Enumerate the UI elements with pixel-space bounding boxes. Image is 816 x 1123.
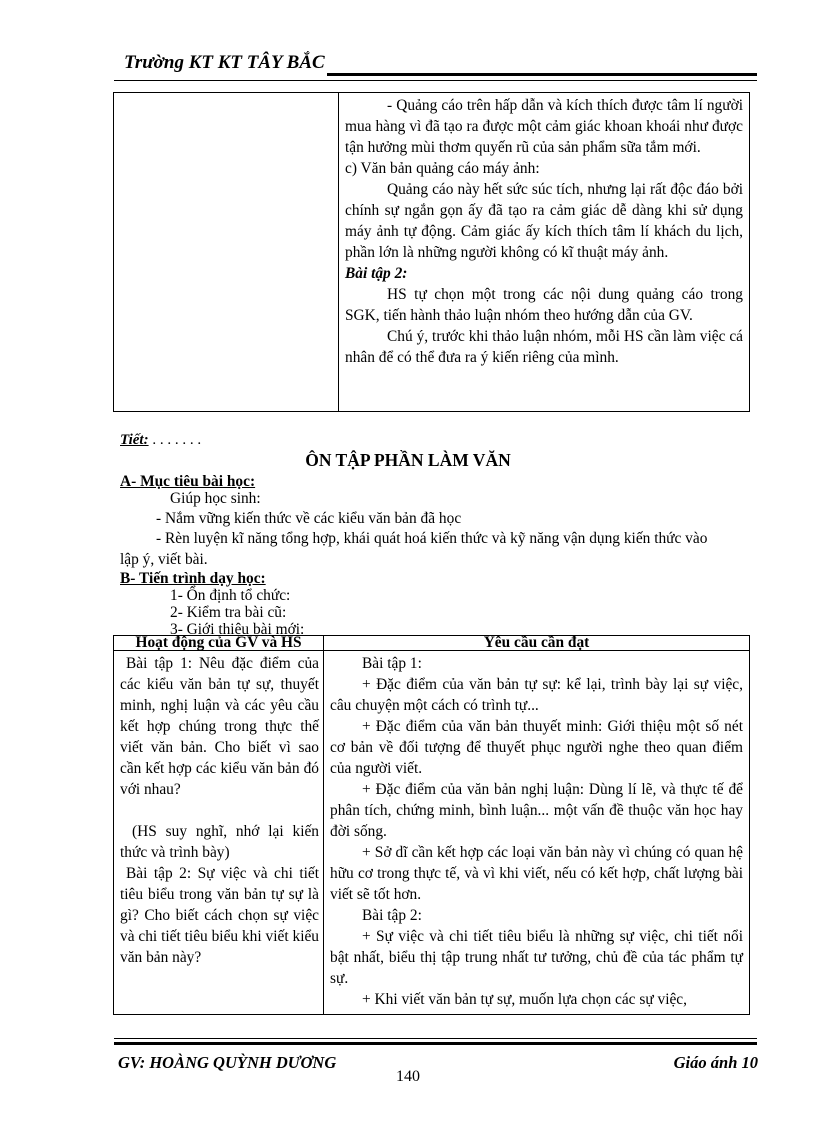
activity-paragraph: Bài tập 1: Nêu đặc điểm của các kiểu văn bản tự sự, thuyết minh, nghị luận và các yêu cầu kết hợp chúng trong thực thế viết văn bản. Cho biết vì sao cần kết hợp các kiểu văn bản đó với nhau? [120, 655, 319, 798]
lesson-period-dots: . . . . . . . [152, 432, 202, 448]
section-a-line: Giúp học sinh: [170, 490, 261, 507]
subheading: c) Văn bản quảng cáo máy ảnh: [345, 160, 540, 177]
lesson-period [120, 432, 201, 449]
requirement-paragraph: + Đặc điểm của văn bản tự sự: kể lại, trình bày lại sự việc, câu chuyện một cách có trình tự... [330, 676, 743, 714]
section-b-heading: B- Tiến trình dạy học: [120, 570, 266, 587]
requirement-paragraph: + Đặc điểm của văn bản nghị luận: Dùng lí lẽ, và thực tế để phân tích, chứng minh, bình luận... một vấn đề thuộc văn học hay đời sống. [330, 781, 743, 840]
ad-paragraph: Quảng cáo này hết sức súc tích, nhưng lại rất độc đáo bởi chính sự ngắn gọn ấy đã tạo ra cảm giác dễ dàng khi sử dụng máy ảnh tự động. Cảm giác ấy kích thích tâm lí khách du lịch, phần lớn là những người không có kĩ thuật máy ảnh. [345, 181, 743, 261]
section-a-line: lập ý, viết bài. [120, 551, 208, 568]
exercise-paragraph: Chú ý, trước khi thảo luận nhóm, mỗi HS cần làm việc cá nhân để có thể đưa ra ý kiến riêng của mình. [345, 328, 743, 366]
exercise-paragraph: HS tự chọn một trong các nội dung quảng cáo trong SGK, tiến hành thảo luận nhóm theo hướng dẫn của GV. [345, 286, 743, 324]
column-header-requirements: Yêu cầu cần đạt [324, 636, 750, 651]
exercise-heading: Bài tập 2: [345, 265, 408, 282]
continuation-left-cell [114, 93, 339, 412]
requirement-paragraph: + Sở dĩ cần kết hợp các loại văn bản này vì chúng có quan hệ hữu cơ trong thực tế, và vì khi viết, nếu có kết hợp, chất lượng bài viết sẽ tốt hơn. [330, 844, 743, 903]
requirement-paragraph: + Đặc điểm của văn bản thuyết minh: Giới thiệu một số nét cơ bản về đối tượng để thuyết phục người nghe theo quan điểm của người viết. [330, 718, 743, 777]
ad-paragraph: - Quảng cáo trên hấp dẫn và kích thích được tâm lí người mua hàng vì đã tạo ra được một cảm giác khoan khoái như được tận hưởng mùi thơm quyến rũ của sản phẩm sữa tắm mới. [345, 97, 743, 156]
requirements-cell [324, 651, 750, 1015]
section-a-line: - Rèn luyện kĩ năng tổng hợp, khái quát hoá kiến thức và kỹ năng vận dụng kiến thức vào [156, 530, 708, 547]
continuation-table [113, 92, 750, 412]
footer-rule-thin [114, 1038, 757, 1039]
requirement-heading: Bài tập 1: [362, 655, 422, 672]
column-header-activities: Hoạt động của GV và HS [114, 636, 324, 651]
teacher-name: GV: HOÀNG QUỲNH DƯƠNG [118, 1053, 337, 1072]
section-a-heading: A- Mục tiêu bài học: [120, 473, 256, 490]
header-rule-thin [114, 80, 757, 81]
activities-cell [114, 651, 324, 1015]
requirement-paragraph: + Sự việc và chi tiết tiêu biểu là những sự việc, chi tiết nổi bật nhất, biểu thị tập trung nhất tư tưởng, chủ đề của tác phẩm tự sự. [330, 928, 743, 987]
activity-paragraph: Bài tập 2: Sự việc và chi tiết tiêu biểu trong văn bản tự sự là gì? Cho biết cách chọn sự việc và chi tiết tiêu biểu khi viết kiểu văn bản này? [120, 865, 319, 966]
activity-spacer [120, 800, 319, 821]
page-number: 140 [396, 1068, 420, 1085]
section-a-line: - Nắm vững kiến thức về các kiểu văn bản đã học [156, 510, 462, 527]
section-b-line: 2- Kiểm tra bài cũ: [170, 604, 287, 621]
book-title: Giáo ánh 10 [673, 1053, 758, 1072]
continuation-right-cell [339, 93, 750, 412]
lesson-period-label: Tiết: [120, 432, 149, 448]
lesson-table [113, 635, 750, 1015]
header-rule-thick [327, 73, 757, 76]
requirement-paragraph: + Khi viết văn bản tự sự, muốn lựa chọn các sự việc, [362, 991, 687, 1008]
footer-rule-thick [114, 1042, 757, 1045]
school-name: Trường KT KT TÂY BẮC [124, 52, 325, 73]
section-b-line: 3- Giới thiệu bài mới: [170, 621, 305, 638]
lesson-title: ÔN TẬP PHẦN LÀM VĂN [305, 450, 511, 470]
requirement-heading: Bài tập 2: [362, 907, 422, 924]
section-b-line: 1- Ổn định tổ chức: [170, 587, 291, 604]
activity-paragraph: (HS suy nghĩ, nhớ lại kiến thức và trình bày) [120, 823, 319, 861]
